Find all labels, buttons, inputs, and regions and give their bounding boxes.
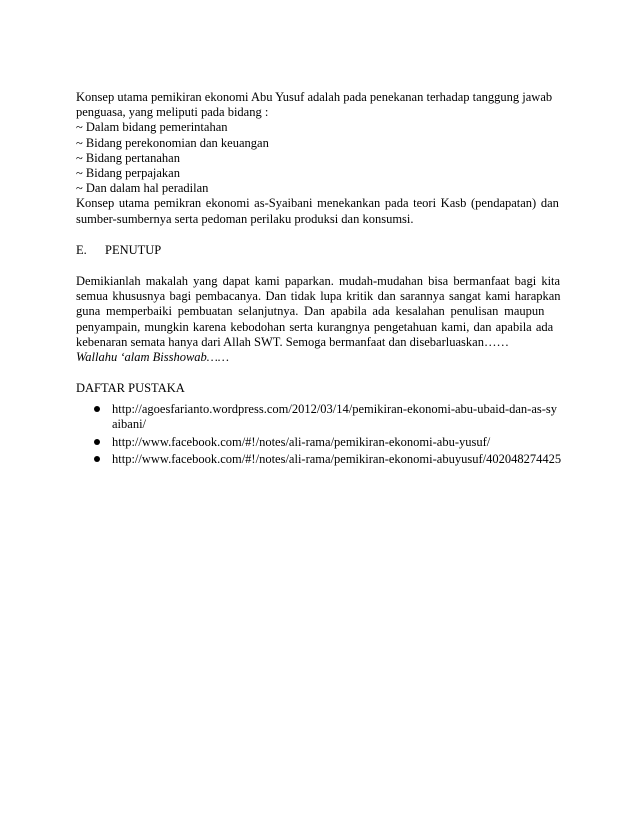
paragraph-line: kebenaran semata hanya dari Allah SWT. Semoga bermanfaat dan disebarluaskan…… (76, 334, 509, 349)
paragraph-line: penguasa, yang meliputi pada bidang : (76, 105, 269, 120)
document-body (76, 90, 562, 470)
paragraph-line: semua khususnya bagi pembacanya. Dan tidak lupa kritik dan sarannya sangat kami harapkan (76, 289, 561, 304)
list-item: ~ Dan dalam hal peradilan (76, 181, 209, 196)
spacer (76, 365, 562, 381)
bullet-icon (94, 456, 100, 462)
reference-link[interactable]: http://www.facebook.com/#!/notes/ali-rama/pemikiran-ekonomi-abu-yusuf/ (112, 434, 491, 449)
list-item: ~ Bidang perekonomian dan keuangan (76, 135, 269, 150)
spacer (76, 258, 562, 274)
spacer (76, 227, 562, 243)
reference-item (76, 402, 562, 433)
paragraph-line: guna memperbaiki pembuatan selanjutnya. Dan apabila ada kesalahan penulisan maupun (76, 304, 545, 319)
paragraph-line: Konsep utama pemikiran ekonomi Abu Yusuf adalah pada penekanan terhadap tanggung jawab (76, 90, 553, 104)
bullet-icon (94, 406, 100, 412)
list-item: ~ Dalam bidang pemerintahan (76, 120, 228, 135)
paragraph-line: sumber-sumbernya serta pedoman perilaku produksi dan konsumsi. (76, 211, 414, 226)
list-item: ~ Bidang pertanahan (76, 150, 180, 165)
paragraph-line: Konsep utama pemikran ekonomi as-Syaibani menekankan pada teori Kasb (pendapatan) dan (76, 196, 559, 211)
paragraph-line: penyampain, mungkin karena kebodohan serta kurangnya pengetahuan kami, dan apabila ada (76, 319, 554, 334)
signoff: Wallahu ‘alam Bisshowab…… (76, 350, 230, 365)
section-number: E. (76, 243, 87, 258)
bullet-icon (94, 439, 100, 445)
reference-item (76, 452, 562, 467)
section-heading (76, 242, 562, 258)
reference-link[interactable]: http://www.facebook.com/#!/notes/ali-rama/pemikiran-ekonomi-abuyusuf/402048274425 (112, 452, 562, 467)
bibliography-title: DAFTAR PUSTAKA (76, 380, 185, 395)
reference-link[interactable]: http://agoesfarianto.wordpress.com/2012/03/14/pemikiran-ekonomi-abu-ubaid-dan-as-syaibani/ (112, 402, 558, 432)
reference-item (76, 435, 562, 450)
list-item: ~ Bidang perpajakan (76, 166, 180, 181)
paragraph-line: Demikianlah makalah yang dapat kami paparkan. mudah-mudahan bisa bermanfaat bagi kita (76, 274, 561, 289)
section-title: PENUTUP (105, 243, 162, 258)
reference-list (76, 402, 562, 468)
